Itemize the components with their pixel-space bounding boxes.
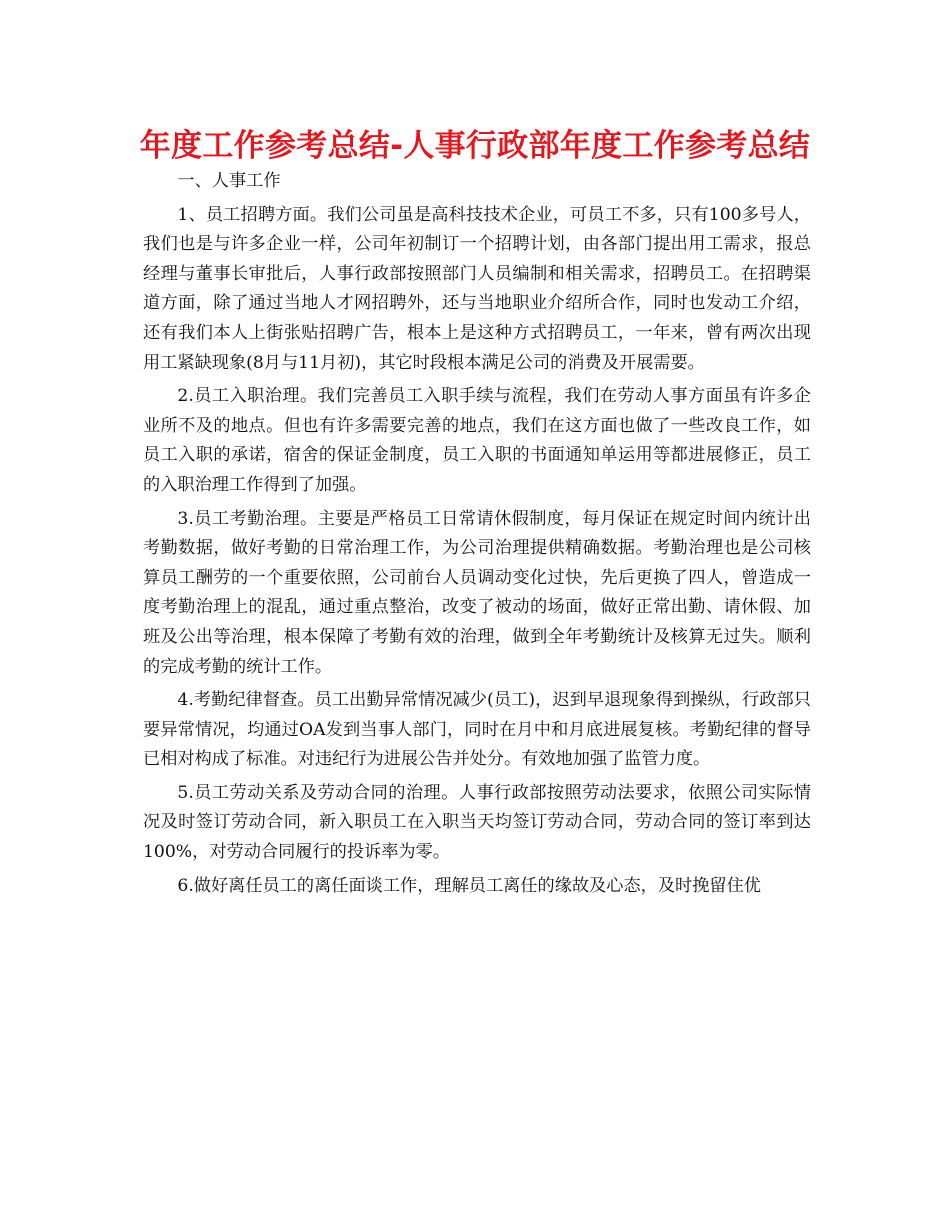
paragraph-exit-interviews: 6.做好离任员工的离任面谈工作，理解员工离任的缘故及心态，及时挽留住优 [177, 875, 761, 896]
paragraph-attendance-discipline: 4.考勤纪律督查。员工出勤异常情况减少(员工)，迟到早退现象得到操纵，行政部只要异常情况，均通过OA发到当事人部门，同时在月中和月底进展复核。考勤纪律的督导已相对构成了标准。对违纪行为进展公告并处分。有效地加强了监管力度。 [143, 690, 811, 770]
section-heading: 一、人事工作 [177, 171, 281, 191]
document-body [143, 167, 811, 901]
paragraph-recruitment: 1、员工招聘方面。我们公司虽是高科技技术企业，可员工不多，只有100多号人，我们也是与许多企业一样，公司年初制订一个招聘计划，由各部门提出用工需求，报总经理与董事长审批后，人事行政部按照部门人员编制和相关需求，招聘员工。在招聘渠道方面，除了通过当地人才网招聘外，还与当地职业介绍所合作，同时也发动工介绍，还有我们本人上街张贴招聘广告，根本上是这种方式招聘员工，一年来，曾有两次出现用工紧缺现象(8月与11月初)，其它时段根本满足公司的消费及开展需要。 [143, 204, 811, 373]
paragraph-attendance: 3.员工考勤治理。主要是严格员工日常请休假制度，每月保证在规定时间内统计出考勤数据，做好考勤的日常治理工作，为公司治理提供精确数据。考勤治理也是公司核算员工酬劳的一个重要依照，公司前台人员调动变化过快，先后更换了四人，曾造成一度考勤治理上的混乱，通过重点整治，改变了被动的场面，做好正常出勤、请休假、加班及公出等治理，根本保障了考勤有效的治理，做到全年考勤统计及核算无过失。顺利的完成考勤的统计工作。 [143, 508, 811, 677]
document-title: 年度工作参考总结-人事行政部年度工作参考总结 [139, 128, 811, 164]
paragraph-labor-contracts: 5.员工劳动关系及劳动合同的治理。人事行政部按照劳动法要求，依照公司实际情况及时签订劳动合同，新入职员工在入职当天均签订劳动合同，劳动合同的签订率到达100%，对劳动合同履行的投诉率为零。 [143, 782, 811, 863]
paragraph-onboarding: 2.员工入职治理。我们完善员工入职手续与流程，我们在劳动人事方面虽有许多企业所不及的地点。但也有许多需要完善的地点，我们在这方面也做了一些改良工作，如员工入职的承诺，宿舍的保证金制度，员工入职的书面通知单运用等都进展修正，员工的入职治理工作得到了加强。 [143, 386, 811, 495]
